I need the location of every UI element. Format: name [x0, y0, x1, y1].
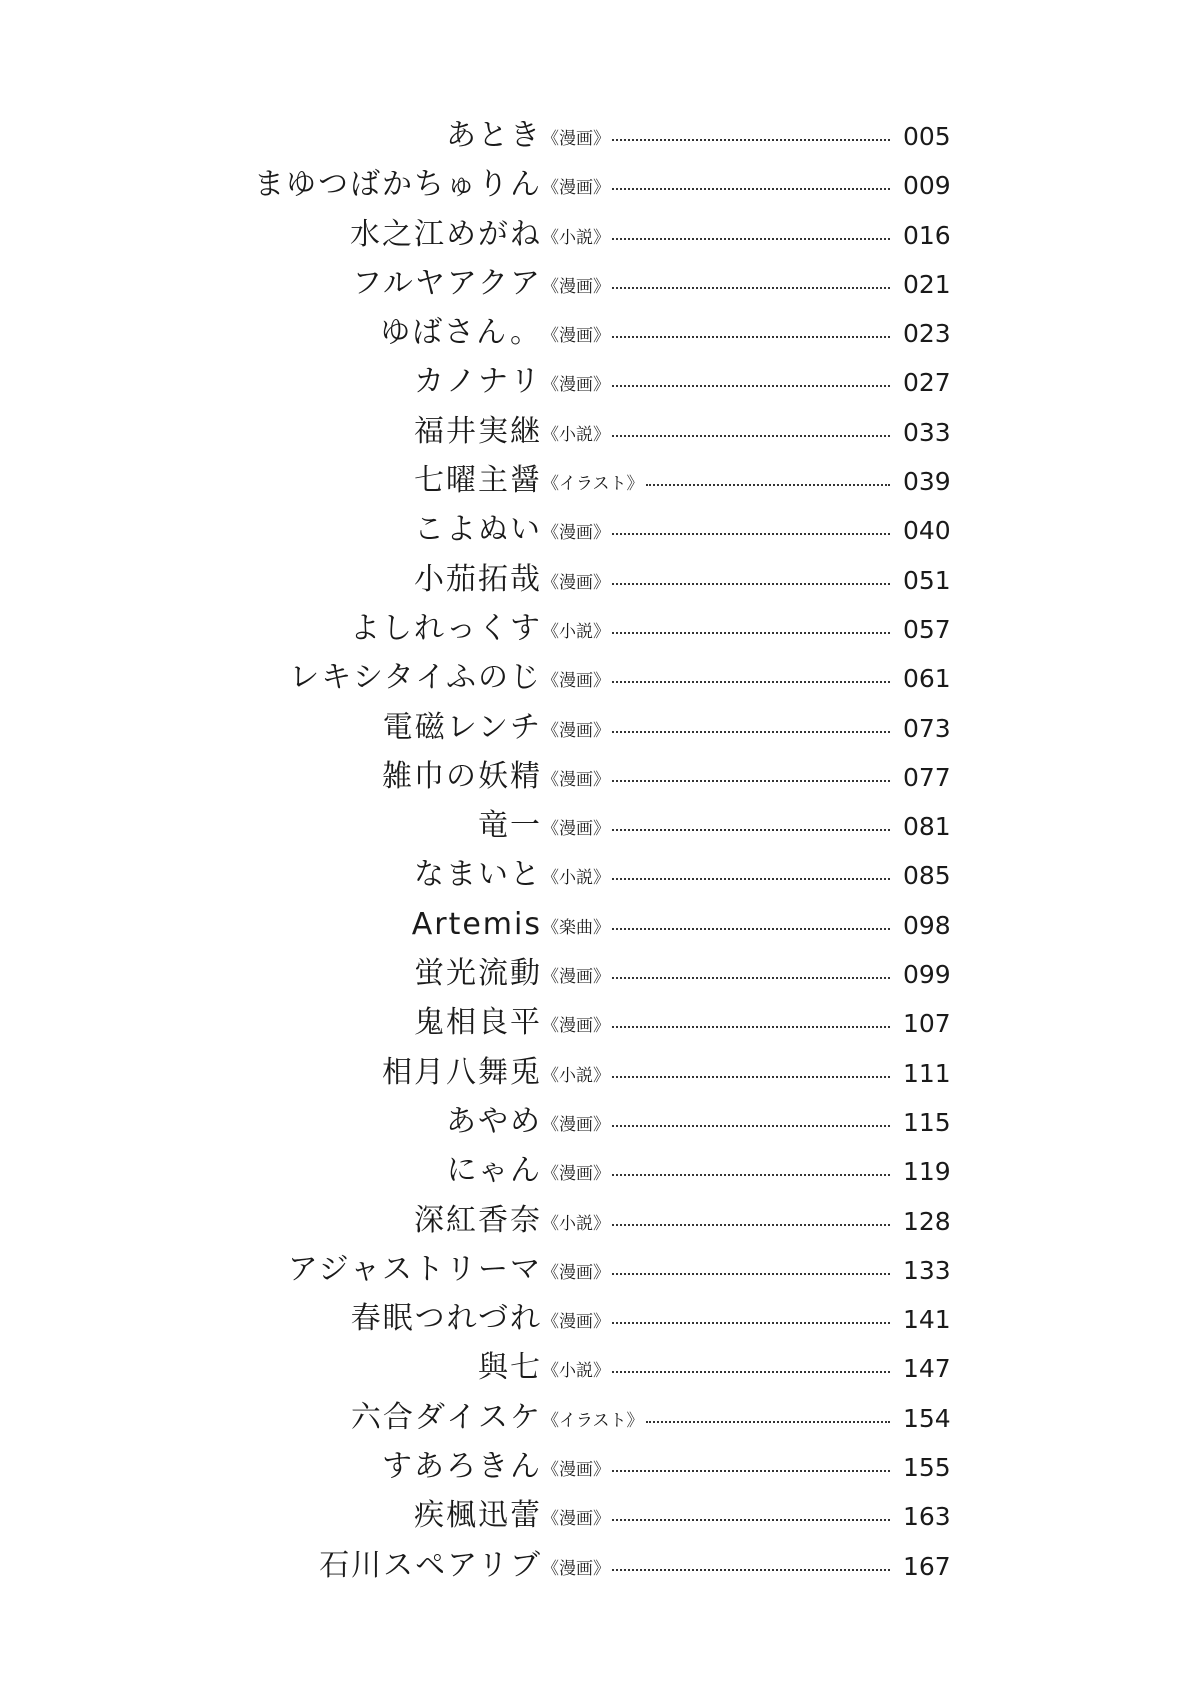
- toc-dot-leader: [612, 1076, 890, 1078]
- toc-author-name: ゆばさん。: [380, 315, 542, 351]
- toc-entry: [0, 1447, 1195, 1496]
- toc-genre-label: 《漫画》: [542, 769, 610, 790]
- toc-dot-leader: [612, 1519, 890, 1521]
- toc-dot-leader: [612, 681, 890, 683]
- toc-author-name: 電磁レンチ: [382, 709, 542, 745]
- toc-entry: [0, 412, 1195, 461]
- toc-dot-leader: [612, 1125, 890, 1127]
- toc-dot-leader: [612, 780, 890, 782]
- toc-genre-label: 《漫画》: [542, 1509, 610, 1530]
- toc-genre-label: 《漫画》: [542, 326, 610, 347]
- toc-page-number: 163: [903, 1502, 951, 1532]
- toc-page-number: 016: [903, 220, 951, 250]
- toc-entry: [0, 855, 1195, 904]
- toc-author-name: なまいと: [414, 857, 542, 893]
- toc-dot-leader: [612, 1371, 890, 1373]
- toc-genre-label: 《漫画》: [542, 1164, 610, 1185]
- toc-genre-label: 《漫画》: [542, 276, 610, 297]
- toc-page-number: 061: [903, 664, 951, 694]
- toc-dot-leader: [612, 1273, 890, 1275]
- toc-entry: [0, 1496, 1195, 1545]
- toc-dot-leader: [612, 1174, 890, 1176]
- toc-entry: [0, 806, 1195, 855]
- toc-author-name: フルヤアクア: [352, 265, 542, 301]
- toc-dot-leader: [612, 435, 890, 437]
- toc-author-name: すあろきん: [382, 1449, 542, 1485]
- toc-dot-leader: [612, 385, 890, 387]
- toc-author-name: 疾楓迅蕾: [414, 1498, 542, 1534]
- toc-genre-label: 《小説》: [542, 1361, 610, 1382]
- toc-entry: [0, 1151, 1195, 1200]
- toc-dot-leader: [646, 484, 890, 486]
- toc-page-number: 167: [903, 1551, 951, 1581]
- toc-author-name: レキシタイふのじ: [289, 660, 542, 696]
- toc-genre-label: 《漫画》: [542, 819, 610, 840]
- toc-genre-label: 《小説》: [542, 424, 610, 445]
- toc-dot-leader: [612, 829, 890, 831]
- toc-author-name: カノナリ: [414, 364, 542, 400]
- toc-dot-leader: [612, 139, 890, 141]
- toc-page-number: 040: [903, 516, 951, 546]
- toc-page-number: 119: [903, 1157, 951, 1187]
- toc-page-number: 098: [903, 910, 951, 940]
- toc-page-number: 133: [903, 1255, 951, 1285]
- toc-dot-leader: [612, 878, 890, 880]
- toc-page-number: 051: [903, 565, 951, 595]
- toc-genre-label: 《小説》: [542, 868, 610, 889]
- toc-dot-leader: [612, 583, 890, 585]
- toc-author-name: アジャストリーマ: [287, 1251, 542, 1287]
- toc-entry: [0, 1250, 1195, 1299]
- toc-dot-leader: [612, 928, 890, 930]
- toc-page-number: 073: [903, 713, 951, 743]
- toc-genre-label: 《漫画》: [542, 375, 610, 396]
- toc-author-name: Artemis: [411, 906, 542, 942]
- toc-author-name: 小茄拓哉: [414, 561, 542, 597]
- toc-entry: [0, 1299, 1195, 1348]
- toc-dot-leader: [612, 632, 890, 634]
- toc-dot-leader: [612, 1470, 890, 1472]
- toc-author-name: 春眠つれづれ: [350, 1301, 542, 1337]
- toc-page-number: 027: [903, 368, 951, 398]
- toc-page-number: 147: [903, 1354, 951, 1384]
- toc-genre-label: 《漫画》: [542, 671, 610, 692]
- toc-entry: [0, 757, 1195, 806]
- toc-entry: [0, 1546, 1195, 1595]
- toc-author-name: 深紅香奈: [414, 1202, 542, 1238]
- toc-entry: [0, 362, 1195, 411]
- table-of-contents: [0, 116, 1195, 1595]
- toc-genre-label: 《漫画》: [542, 1460, 610, 1481]
- toc-page-number: 057: [903, 614, 951, 644]
- toc-page-number: 154: [903, 1403, 951, 1433]
- toc-genre-label: 《小説》: [542, 621, 610, 642]
- toc-page-number: 107: [903, 1009, 951, 1039]
- toc-author-name: 石川スペアリブ: [319, 1547, 542, 1583]
- toc-page-number: 128: [903, 1206, 951, 1236]
- toc-page-number: 155: [903, 1453, 951, 1483]
- toc-author-name: 蛍光流動: [414, 956, 542, 992]
- toc-genre-label: 《漫画》: [542, 1558, 610, 1579]
- toc-dot-leader: [612, 238, 890, 240]
- toc-entry: [0, 1398, 1195, 1447]
- toc-genre-label: 《漫画》: [542, 720, 610, 741]
- toc-author-name: 與七: [478, 1350, 542, 1386]
- toc-entry: [0, 560, 1195, 609]
- toc-dot-leader: [612, 336, 890, 338]
- toc-genre-label: 《イラスト》: [542, 474, 644, 495]
- toc-genre-label: 《小説》: [542, 227, 610, 248]
- toc-dot-leader: [612, 1569, 890, 1571]
- toc-author-name: まゆつばかちゅりん: [254, 167, 542, 203]
- toc-genre-label: 《イラスト》: [542, 1410, 644, 1431]
- toc-dot-leader: [612, 188, 890, 190]
- toc-entry: [0, 165, 1195, 214]
- toc-page-number: 039: [903, 467, 951, 497]
- toc-genre-label: 《小説》: [542, 1065, 610, 1086]
- toc-genre-label: 《小説》: [542, 1213, 610, 1234]
- toc-entry: [0, 510, 1195, 559]
- toc-entry: [0, 658, 1195, 707]
- toc-page-number: 005: [903, 122, 951, 151]
- toc-dot-leader: [612, 1322, 890, 1324]
- toc-dot-leader: [646, 1421, 890, 1423]
- toc-entry: [0, 1003, 1195, 1052]
- toc-entry: [0, 1348, 1195, 1397]
- toc-genre-label: 《漫画》: [542, 178, 610, 199]
- toc-entry: [0, 708, 1195, 757]
- toc-entry: [0, 264, 1195, 313]
- toc-author-name: 鬼相良平: [414, 1005, 542, 1041]
- toc-entry: [0, 116, 1195, 165]
- toc-page-number: 081: [903, 812, 951, 842]
- toc-page-number: 141: [903, 1305, 951, 1335]
- toc-page-number: 021: [903, 269, 951, 299]
- toc-genre-label: 《漫画》: [542, 1016, 610, 1037]
- toc-page-number: 115: [903, 1107, 951, 1137]
- toc-genre-label: 《漫画》: [542, 967, 610, 988]
- toc-entry: [0, 1053, 1195, 1102]
- toc-author-name: 水之江めがね: [350, 216, 542, 252]
- toc-entry: [0, 461, 1195, 510]
- toc-dot-leader: [612, 1224, 890, 1226]
- toc-page-number: 009: [903, 171, 951, 201]
- toc-genre-label: 《漫画》: [542, 1262, 610, 1283]
- toc-author-name: 福井実継: [414, 413, 542, 449]
- toc-genre-label: 《漫画》: [542, 523, 610, 544]
- toc-genre-label: 《漫画》: [542, 129, 610, 149]
- toc-dot-leader: [612, 731, 890, 733]
- toc-author-name: こよぬい: [414, 512, 542, 548]
- toc-page-number: 111: [903, 1058, 951, 1088]
- toc-author-name: あとき: [446, 118, 542, 153]
- toc-genre-label: 《漫画》: [542, 1312, 610, 1333]
- toc-entry: [0, 609, 1195, 658]
- toc-page-number: 023: [903, 319, 951, 349]
- toc-dot-leader: [612, 287, 890, 289]
- toc-dot-leader: [612, 1026, 890, 1028]
- toc-author-name: あやめ: [446, 1103, 542, 1139]
- toc-page-number: 099: [903, 960, 951, 990]
- toc-entry: [0, 313, 1195, 362]
- toc-author-name: 七曜主醤: [414, 463, 542, 499]
- toc-genre-label: 《漫画》: [542, 572, 610, 593]
- toc-genre-label: 《楽曲》: [542, 917, 610, 938]
- toc-author-name: にゃん: [446, 1153, 542, 1189]
- toc-dot-leader: [612, 977, 890, 979]
- toc-entry: [0, 905, 1195, 954]
- toc-page-number: 033: [903, 417, 951, 447]
- toc-page-number: 085: [903, 861, 951, 891]
- toc-entry: [0, 1102, 1195, 1151]
- toc-author-name: よしれっくす: [350, 610, 542, 646]
- toc-page-number: 077: [903, 762, 951, 792]
- toc-dot-leader: [612, 533, 890, 535]
- toc-entry: [0, 954, 1195, 1003]
- toc-entry: [0, 215, 1195, 264]
- toc-author-name: 六合ダイスケ: [350, 1399, 542, 1435]
- toc-genre-label: 《漫画》: [542, 1114, 610, 1135]
- toc-entry: [0, 1201, 1195, 1250]
- toc-author-name: 相月八舞兎: [382, 1054, 542, 1090]
- toc-author-name: 雑巾の妖精: [382, 758, 542, 794]
- toc-author-name: 竜一: [478, 808, 542, 844]
